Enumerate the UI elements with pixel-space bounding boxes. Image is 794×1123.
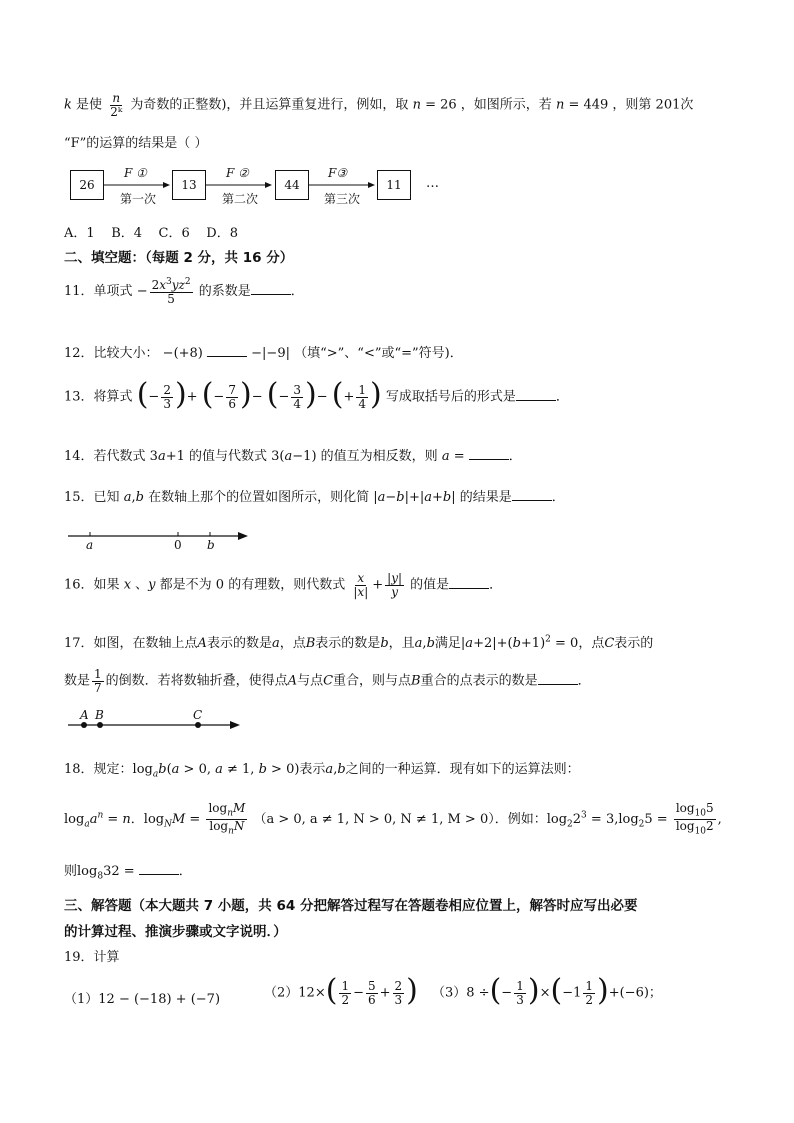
section-3-heading-line2: 的计算过程、推演步骤或文字说明．） bbox=[64, 924, 287, 940]
answer-blank[interactable] bbox=[139, 862, 179, 875]
number-line-2 bbox=[60, 718, 250, 734]
question-18-line3: 则$\log_832$ = ． bbox=[64, 864, 192, 882]
flow-box-1: 26 bbox=[70, 170, 104, 200]
nl2-label-c: C bbox=[193, 708, 203, 722]
answer-blank[interactable] bbox=[538, 672, 578, 685]
nl1-label-a: a bbox=[86, 538, 94, 552]
flow-op-2: F ② bbox=[226, 166, 249, 180]
answer-blank[interactable] bbox=[516, 388, 556, 401]
question-19-title: 19．计算 bbox=[64, 950, 120, 965]
answer-blank[interactable] bbox=[207, 344, 247, 357]
flow-box-3: 44 bbox=[275, 170, 309, 200]
nl2-label-b: B bbox=[95, 708, 104, 722]
question-19-part2: （2）12×( $\frac{1}{2}$ − $\frac{5}{6}$ + $\frac{2}{3}$ ) bbox=[264, 973, 418, 1008]
answer-blank[interactable] bbox=[251, 282, 291, 295]
answer-blank[interactable] bbox=[449, 576, 489, 589]
answer-blank[interactable] bbox=[469, 447, 509, 460]
question-14: 14．若代数式 3a+1 的值与代数式 3(a−1) 的值互为相反数，则 a = ． bbox=[64, 449, 522, 464]
flow-step-1: 第一次 bbox=[120, 192, 157, 206]
q10-line1: k 是使 $\frac{n}{\text{2ᵏ}}$ 为奇数的正整数)，并且运算重复进行，例如，取 n = 26 ，如图所示，若 n = 449 ，则第 201次 bbox=[64, 91, 694, 119]
q10-options: A．1 B．4 C．6 D．8 bbox=[64, 226, 238, 241]
flow-op-1: F ① bbox=[124, 166, 147, 180]
question-12: 12．比较大小： −(+8) −|−9| （填“>”、“<”或“=”符号)． bbox=[64, 346, 463, 361]
flow-op-3: F③ bbox=[328, 166, 348, 180]
section-2-heading: 二、填空题：（每题 2 分，共 16 分） bbox=[64, 250, 294, 266]
question-19-part3: （3）8 ÷(− $\frac{1}{3}$ )×(−1 $\frac{1}{2}$ )+(−6)； bbox=[432, 973, 662, 1008]
flow-step-2: 第二次 bbox=[222, 192, 259, 206]
answer-blank[interactable] bbox=[512, 488, 552, 501]
nl1-label-b: b bbox=[207, 538, 215, 552]
nl1-label-0: 0 bbox=[174, 538, 182, 552]
flow-step-3: 第三次 bbox=[324, 192, 361, 206]
fraction: $\frac{n}{\text{2ᵏ}}$ bbox=[110, 91, 123, 119]
question-18-line2: $\log_aa^n = n$．$\log_NM$ = $\frac{\log_nM}{\log_nN}$ （a > 0, a ≠ 1, N > 0, N ≠ 1, M > 0）．例如：$\log_22^3 = 3,\log_25$ = $\frac{\log_{10}5}{\log_{10}2}$ , bbox=[64, 801, 722, 837]
question-17-line1: 17．如图，在数轴上点A表示的数是a，点B表示的数是b，且a,b满足$|a+2|+(b+1)^2 = 0$，点C表示的 bbox=[64, 634, 654, 651]
flow-arrows bbox=[0, 0, 794, 220]
flow-box-4: 11 bbox=[377, 170, 411, 200]
question-18-line1: 18．规定：$\log_ab(a > 0$, a ≠ 1, b > 0)表示a,b之间的一种运算．现有如下的运算法则： bbox=[64, 762, 580, 780]
flow-ellipsis: … bbox=[426, 176, 439, 191]
q10-line2: “F”的运算的结果是（ ） bbox=[64, 136, 208, 151]
question-15: 15．已知 a,b 在数轴上那个的位置如图所示，则化简 |a−b|+|a+b| 的结果是 ． bbox=[64, 490, 565, 505]
question-19-part1: （1）12 − (−18) + (−7) bbox=[64, 992, 221, 1007]
section-3-heading-line1: 三、解答题（本大题共 7 小题，共 64 分把解答过程写在答题卷相应位置上，解答时应写出必要 bbox=[64, 898, 638, 914]
flow-box-2: 13 bbox=[172, 170, 206, 200]
question-16: 16．如果 x 、y 都是不为 0 的有理数，则代数式 $\frac{x}{|x|}$ + $\frac{|y|}{y}$ 的值是 ． bbox=[64, 571, 503, 599]
nl2-label-a: A bbox=[80, 708, 89, 722]
question-13: 13．将算式 (− $\frac{2}{3}$ )+ (− $\frac{7}{6}$ )− (− $\frac{3}{4}$ )− (+ $\frac{1}{4}$ ) 写成取括号后的形式是 ． bbox=[64, 377, 569, 412]
question-17-line2: 数是 $\frac{1}{7}$ 的倒数．若将数轴折叠，使得点A与点C重合，则与点B重合的点表示的数是 ． bbox=[64, 667, 591, 695]
question-11: 11．单项式 − $\frac{2x^3yz^2}{5}$ 的系数是 ． bbox=[64, 277, 304, 306]
